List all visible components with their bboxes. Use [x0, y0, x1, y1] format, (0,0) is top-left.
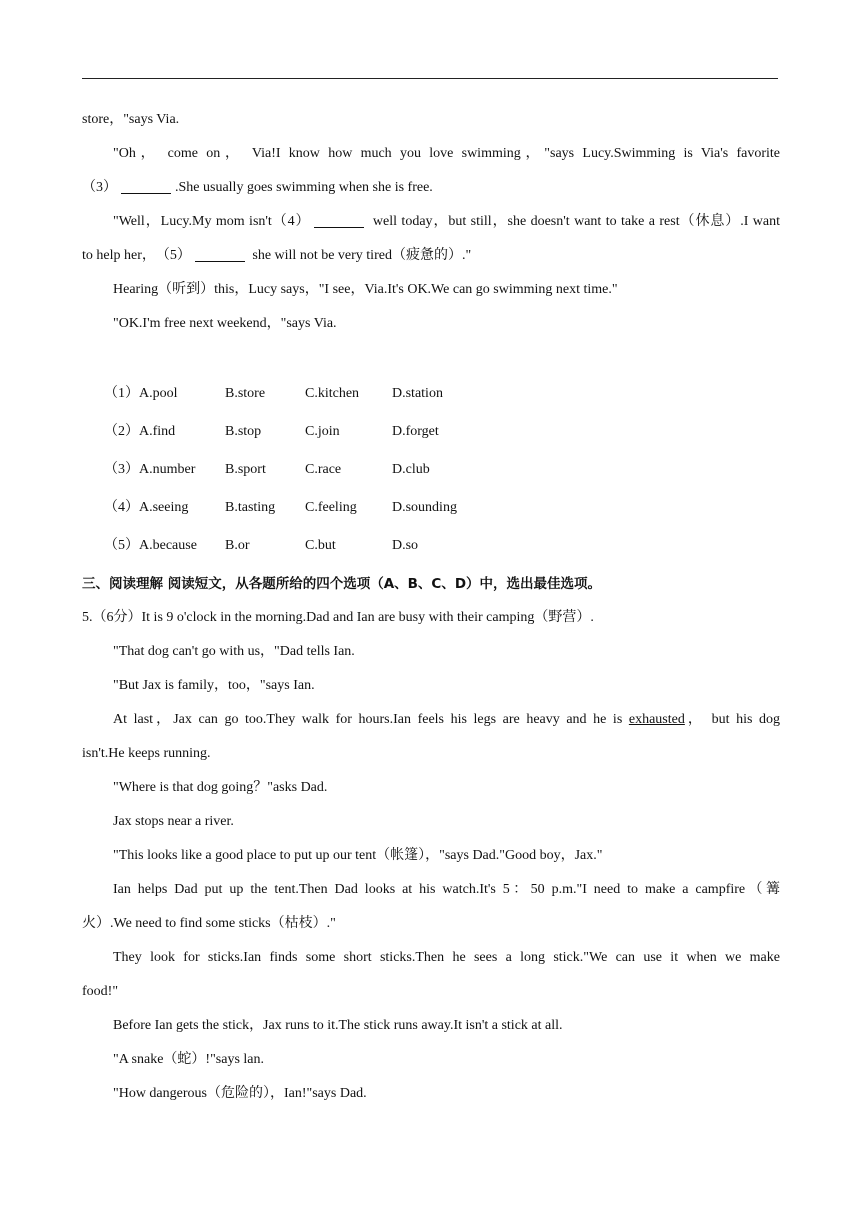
- question-intro: 5.（6分）It is 9 o'clock in the morning.Dad and Ian are busy with their camping（野营）.: [82, 610, 594, 625]
- answer-blank-4: [314, 212, 364, 228]
- text-line: to help her， （5） she will not be very tired（疲惫的）.": [82, 248, 472, 263]
- text-line: "That dog can't go with us，"Dad tells Ian.: [113, 644, 355, 659]
- text-line: food!": [82, 984, 119, 999]
- document-body: [82, 106, 780, 1114]
- option-row-5: （5）A.because B.or C.but D.so: [104, 538, 419, 553]
- option-row-1: （1）A.pool B.store C.kitchen D.station: [104, 386, 443, 401]
- text-line: isn't.He keeps running.: [82, 746, 211, 761]
- option-row-3: （3）A.number B.sport C.race D.club: [104, 462, 430, 477]
- text-line: "How dangerous（危险的），Ian!"says Dad.: [113, 1086, 367, 1101]
- header-rule: [82, 78, 778, 79]
- underlined-word: exhausted: [628, 712, 685, 727]
- option-row-2: （2）A.find B.stop C.join D.forget: [104, 424, 439, 439]
- text-line: 火）.We need to find some sticks（枯枝）.": [82, 916, 336, 931]
- section-heading: 三、阅读理解 阅读短文，从各题所给的四个选项（A、B、C、D）中，选出最佳选项。: [82, 576, 602, 592]
- text-line: "This looks like a good place to put up our tent（帐篷），"says Dad."Good boy，Jax.": [113, 848, 603, 863]
- text-line: "OK.I'm free next weekend，"says Via.: [113, 316, 337, 331]
- text-line: They look for sticks.Ian finds some short sticks.Then he sees a long stick."We can use it when we make: [113, 950, 780, 965]
- text-line: Jax stops near a river.: [113, 814, 234, 829]
- text-line: "Where is that dog going？"asks Dad.: [113, 780, 328, 795]
- text-line: （3） .She usually goes swimming when she is free.: [82, 180, 433, 195]
- text-line: Hearing（听到）this，Lucy says，"I see，Via.It's OK.We can go swimming next time.": [113, 282, 618, 297]
- text-line: "Oh， come on， Via!I know how much you love swimming，"says Lucy.Swimming is Via's favorite: [113, 146, 780, 161]
- text-line: "Well，Lucy.My mom isn't（4） well today，but still，she doesn't want to take a rest（休息）.I want: [113, 214, 780, 229]
- text-line: Before Ian gets the stick，Jax runs to it.The stick runs away.It isn't a stick at all.: [113, 1018, 563, 1033]
- text-line: "A snake（蛇）!"says lan.: [113, 1052, 265, 1067]
- text-line: At last，Jax can go too.They walk for hours.Ian feels his legs are heavy and he is exhausted， but his dog: [113, 712, 780, 727]
- answer-blank-3: [121, 178, 171, 194]
- text-line: store，"says Via.: [82, 112, 180, 127]
- text-line: "But Jax is family，too，"says Ian.: [113, 678, 315, 693]
- option-row-4: （4）A.seeing B.tasting C.feeling D.sounding: [104, 500, 457, 515]
- answer-blank-5: [195, 246, 245, 262]
- text-line: Ian helps Dad put up the tent.Then Dad looks at his watch.It's 5：50 p.m."I need to make a campfire（篝: [113, 882, 780, 897]
